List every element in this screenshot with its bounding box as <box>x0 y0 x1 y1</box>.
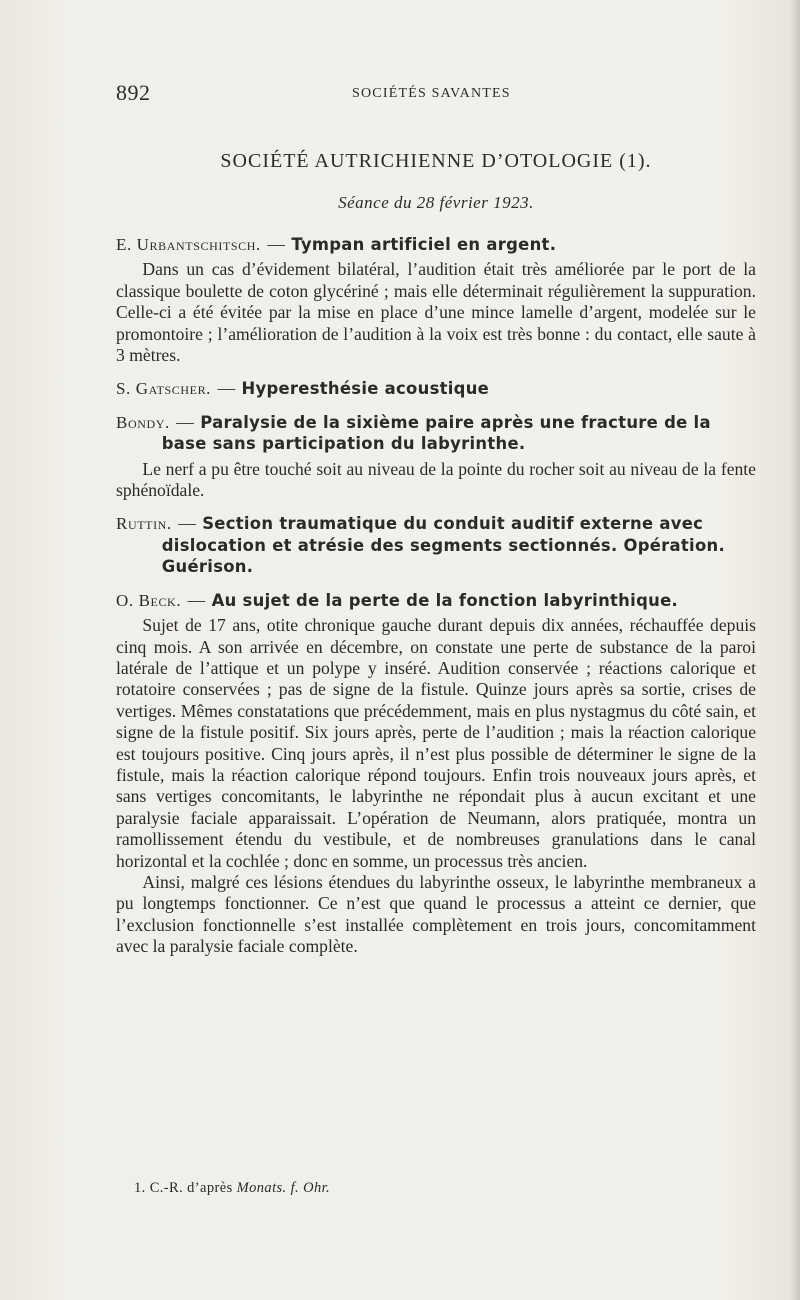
entry-dash: — <box>178 513 196 534</box>
article-body <box>116 222 756 958</box>
entry-dash: — <box>187 589 206 610</box>
entry-author: Bondy. <box>116 412 170 432</box>
entry-ruttin <box>116 513 756 577</box>
entry-heading <box>116 412 756 455</box>
footnote-source: Monats. f. Ohr. <box>236 1180 331 1196</box>
society-title: SOCIÉTÉ AUTRICHIENNE D’OTOLOGIE (1). <box>220 150 652 172</box>
entry-title: Section traumatique du conduit auditif externe avec dislocation et atrésie des segments sectionnés. Opération. Guérison. <box>161 514 726 577</box>
entry-heading <box>116 513 756 577</box>
entry-paragraph: Sujet de 17 ans, otite chronique gauche durant depuis dix années, réchauffée depuis cinq mois. A son arrivée en décembre, on constate une perte de substance de la paroi latérale de l’attique et un polype y inséré. Audition conservée ; réactions calorique et rotatoire conservées ; pas de signe de la fistule. Quinze jours après sa sortie, crises de vertiges. Mêmes constatations que précédemment, mais en plus nystagmus du côté sain, et signe de la fistule positif. Six jours après, perte de l’audition ; mais la réaction calorique est toujours positive. Cinq jours après, il n’est plus possible de déterminer le signe de la fistule, mais la réaction calorique répond toujours. Enfin trois nouveaux jours après, et sans vertiges concomitants, le labyrinthe ne répondait plus à aucun excitant et une paralysie faciale apparaissait. L’opération de Neumann, alors pratiquée, montra un ramollissement étendu du vestibule, et de nombreuses granulations dans le canal horizontal et la cochlée ; donc en somme, un processus très ancien. <box>116 615 756 871</box>
entry-author: S. Gatscher. <box>116 379 212 399</box>
entry-heading <box>116 590 756 611</box>
footnote <box>134 1180 734 1197</box>
running-head: SOCIÉTÉS SAVANTES <box>352 86 511 101</box>
entry-paragraph: Ainsi, malgré ces lésions étendues du labyrinthe osseux, le labyrinthe membraneux a pu longtemps fonctionner. Ce n’est que quand le processus a atteint ce dernier, que l’exclusion fonctionnelle s’est installée complètement en trois jours, concomitamment avec la paralysie faciale complète. <box>116 871 756 957</box>
entry-paragraph: Le nerf a pu être touché soit au niveau de la pointe du rocher soit au niveau de la fente sphénoïdale. <box>116 458 756 501</box>
entry-title: Paralysie de la sixième paire après une fracture de la base sans participation du labyrinthe. <box>161 412 711 454</box>
entry-author: Ruttin. <box>116 514 172 534</box>
entry-urbantschitsch <box>116 234 756 366</box>
entry-paragraph: Dans un cas d’évidement bilatéral, l’audition était très améliorée par le port de la classique boulette de coton glycériné ; mais elle déterminait régulièrement la suppuration. Celle-ci a été évitée par la mise en place d’une mince lamelle d’argent, modelée sur le promontoire ; l’amélioration de l’audition à la voix est très bonne : du contact, elle saute à 3 mètres. <box>116 259 756 366</box>
page-header <box>116 80 756 110</box>
page-number: 892 <box>116 80 151 105</box>
entry-title: Tympan artificiel en argent. <box>291 235 557 254</box>
entry-heading <box>116 378 756 399</box>
entry-author: E. Urbantschitsch. <box>116 235 261 254</box>
session-date: Séance du 28 février 1923. <box>338 193 534 212</box>
footnote-prefix: 1. C.-R. d’après <box>134 1180 233 1196</box>
entry-heading <box>116 234 756 255</box>
entry-title: Au sujet de la perte de la fonction labyrinthique. <box>211 590 679 610</box>
entry-title: Hyperesthésie acoustique <box>241 379 490 399</box>
entry-beck <box>116 590 756 958</box>
entry-bondy <box>116 412 756 502</box>
entry-dash: — <box>267 234 285 254</box>
entry-dash: — <box>176 411 194 432</box>
entry-gatscher <box>116 378 756 399</box>
entry-author: O. Beck. <box>116 590 182 610</box>
entry-dash: — <box>217 378 236 399</box>
